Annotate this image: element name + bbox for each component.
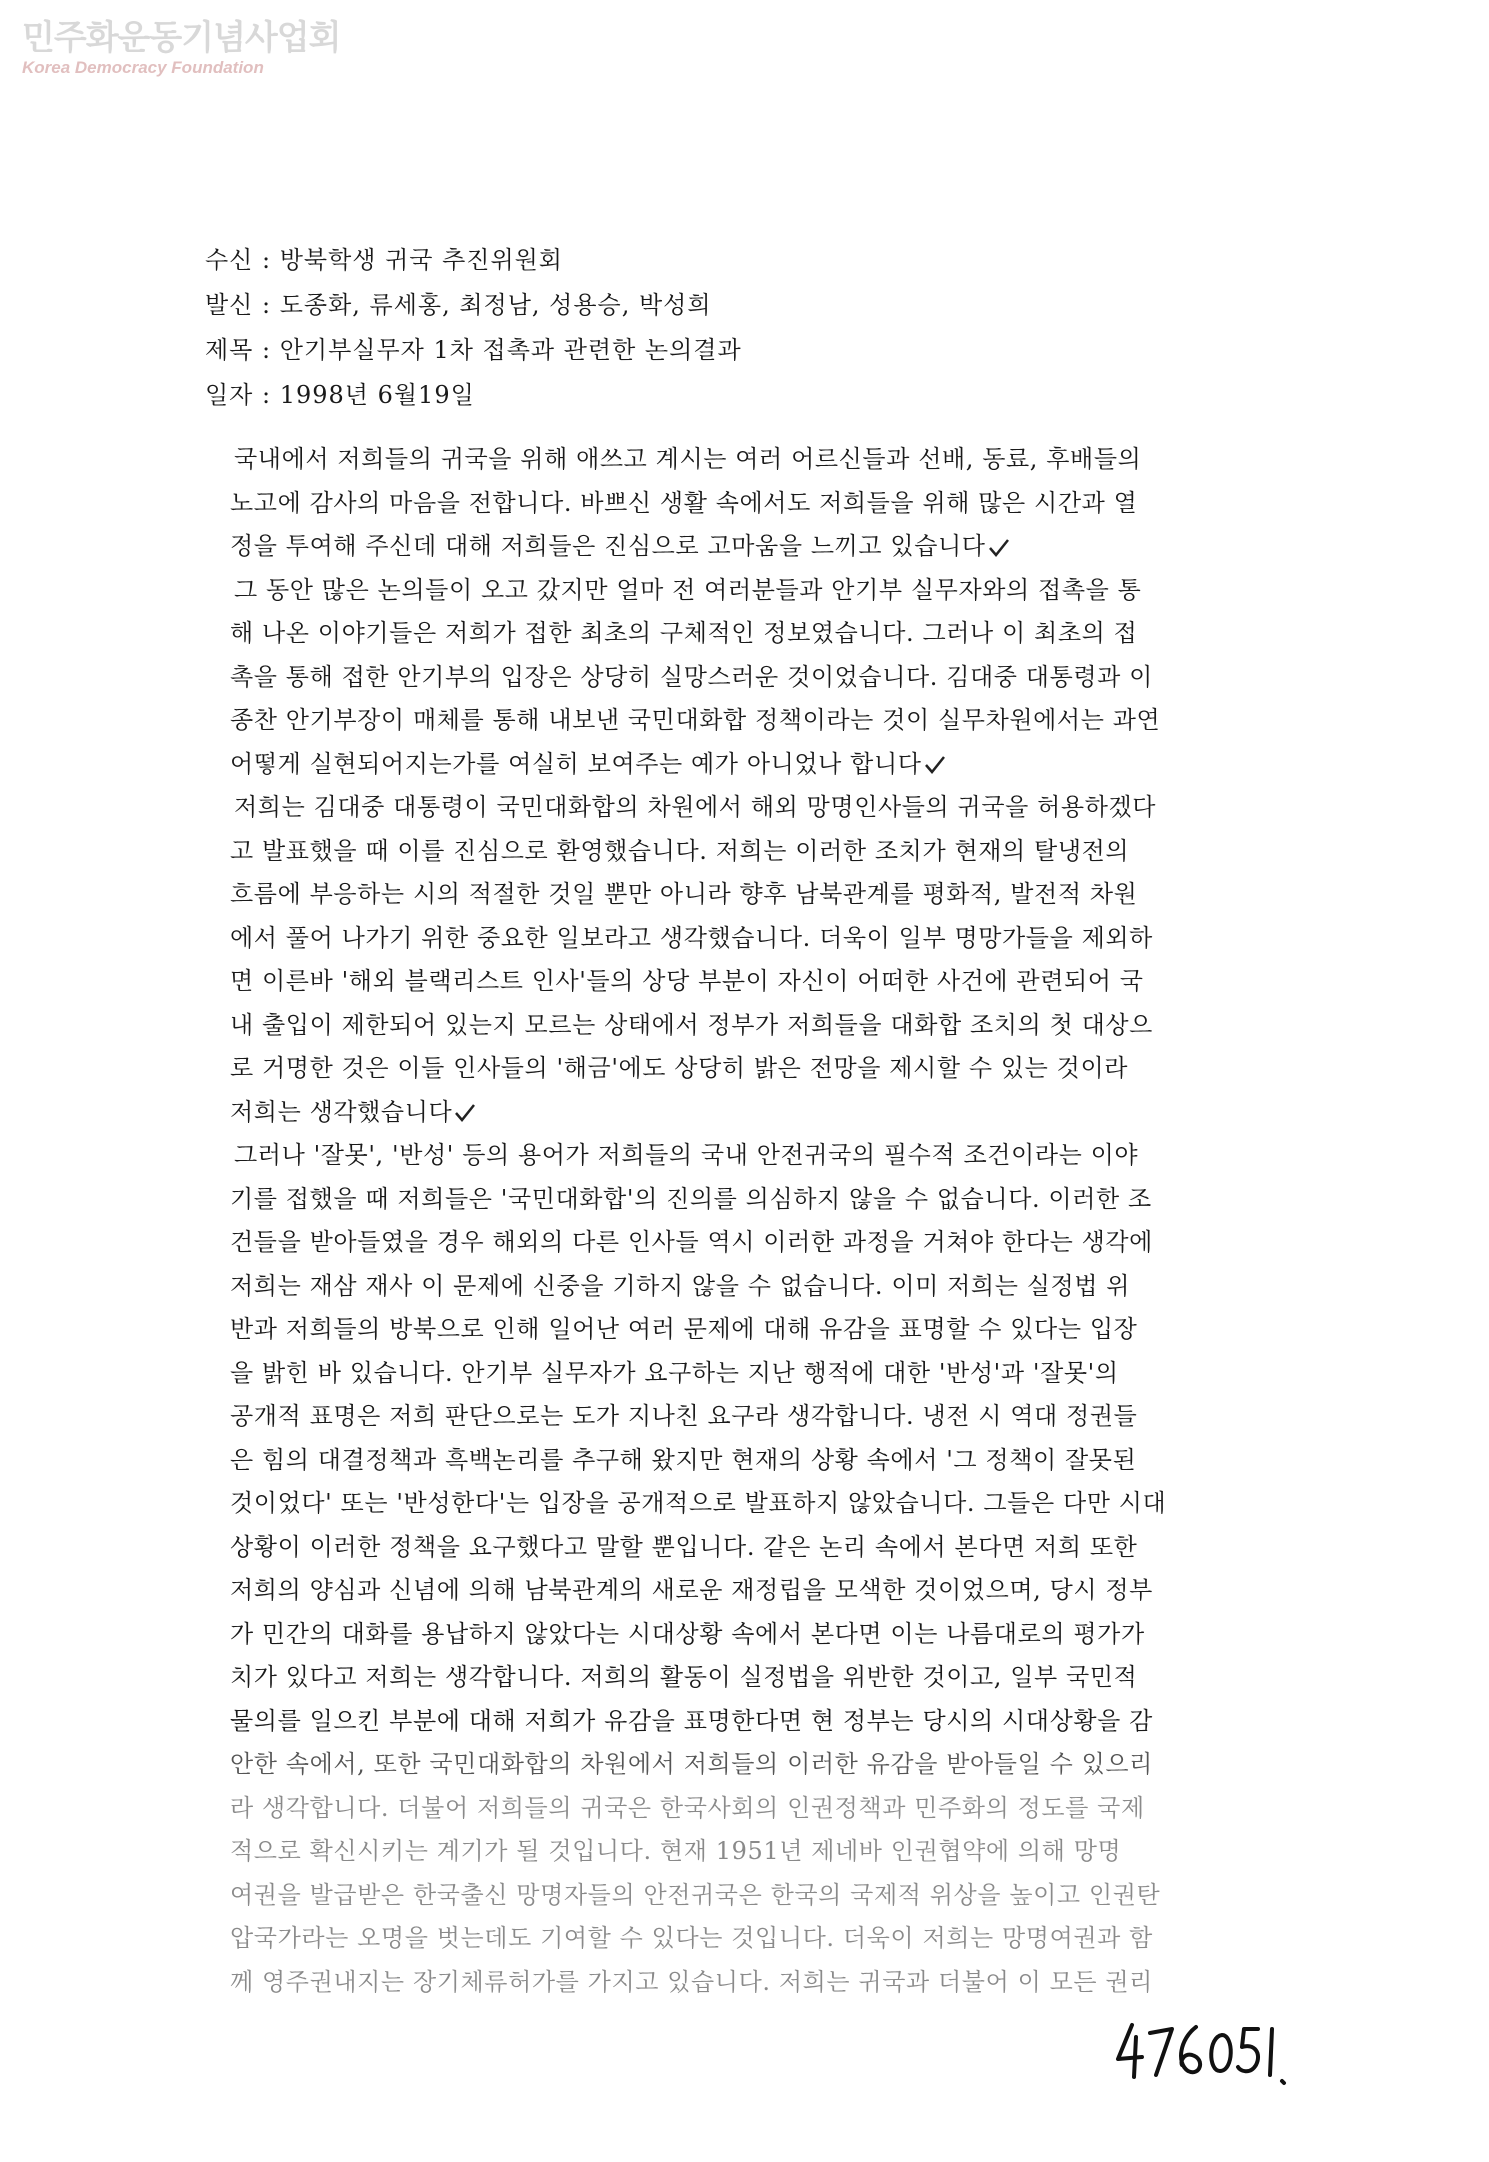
header-subject: 제목 : 안기부실무자 1차 접촉과 관련한 논의결과 [205,336,742,364]
body-line: 그러나 '잘못', '반성' 등의 용어가 저희들의 국내 안전귀국의 필수적 조건이라는 이야 [234,1141,1139,1169]
body-line: 면 이른바 '해외 블랙리스트 인사'들의 상당 부분이 자신이 어떠한 사건에 관련되어 국 [230,967,1144,995]
body-line: 저희의 양심과 신념에 의해 남북관계의 새로운 재정립을 모색한 것이었으며, 당시 정부 [230,1576,1153,1604]
checkmark-icon [988,538,1010,558]
body-line: 고 발표했을 때 이를 진심으로 환영했습니다. 저희는 이러한 조치가 현재의 탈냉전의 [230,836,1130,865]
watermark-korean: 민주화운동기념사업회 [22,18,341,58]
checkmark-icon [454,1103,476,1123]
body-line: 로 거명한 것은 이들 인사들의 '해금'에도 상당히 밝은 전망을 제시할 수 있는 것이라 [230,1054,1129,1082]
body-line: 흐름에 부응하는 시의 적절한 것일 뿐만 아니라 향후 남북관계를 평화적, 발전적 차원 [230,880,1138,908]
watermark-english: Korea Democracy Foundation [22,58,264,77]
body-line: 은 힘의 대결정책과 흑백논리를 추구해 왔지만 현재의 상황 속에서 '그 정책이 잘못된 [230,1445,1137,1474]
body-line: 내 출입이 제한되어 있는지 모르는 상태에서 정부가 저희들을 대화합 조치의 첫 대상으 [230,1010,1153,1039]
body-line: 여권을 발급받은 한국출신 망명자들의 안전귀국은 한국의 국제적 위상을 높이고 인권탄 [230,1880,1161,1909]
header-recipient: 수신 : 방북학생 귀국 추진위원회 [205,246,563,274]
body-line: 어떻게 실현되어지는가를 여실히 보여주는 예가 아니었나 합니다 [230,743,1262,787]
header-date: 일자 : 1998년 6월19일 [205,381,475,409]
body-line: 기를 접했을 때 저희들은 '국민대화합'의 진의를 의심하지 않을 수 없습니다. 이러한 조 [230,1184,1152,1213]
body-line: 저희는 김대중 대통령이 국민대화합의 차원에서 해외 망명인사들의 귀국을 허용하겠다 [234,793,1157,821]
body-line: 저희는 재삼 재사 이 문제에 신중을 기하지 않을 수 없습니다. 이미 저희는 실정법 위 [230,1271,1131,1300]
header-sender: 발신 : 도종화, 류세홍, 최정남, 성용승, 박성희 [205,291,712,319]
body-line: 촉을 통해 접한 안기부의 입장은 상당히 실망스러운 것이었습니다. 김대중 대통령과 이 [230,662,1153,691]
body-line: 노고에 감사의 마음을 전합니다. 바쁘신 생활 속에서도 저희들을 위해 많은 시간과 열 [230,488,1138,517]
body-line: 물의를 일으킨 부분에 대해 저희가 유감을 표명한다면 현 정부는 당시의 시대상황을 감 [230,1706,1153,1735]
letter-body [230,438,1262,2004]
handwritten-document-number [1110,2015,1290,2095]
body-line: 을 밝힌 바 있습니다. 안기부 실무자가 요구하는 지난 행적에 대한 '반성'과 '잘못'의 [230,1358,1119,1387]
body-line: 종찬 안기부장이 매체를 통해 내보낸 국민대화합 정책이라는 것이 실무차원에서는 과연 [230,706,1161,734]
watermark-logo [22,18,340,78]
body-line: 께 영주권내지는 장기체류허가를 가지고 있습니다. 저희는 귀국과 더불어 이 모든 권리 [230,1967,1153,1996]
body-line: 안한 속에서, 또한 국민대화합의 차원에서 저희들의 이러한 유감을 받아들일 수 있으리 [230,1750,1153,1778]
body-line: 국내에서 저희들의 귀국을 위해 애쓰고 계시는 여러 어르신들과 선배, 동료, 후배들의 [234,445,1142,473]
body-line: 건들을 받아들였을 경우 해외의 다른 인사들 역시 이러한 과정을 거쳐야 한다는 생각에 [230,1228,1153,1256]
body-line: 에서 풀어 나가기 위한 중요한 일보라고 생각했습니다. 더욱이 일부 명망가들을 제외하 [230,923,1153,952]
memo-header [205,238,742,418]
body-line: 치가 있다고 저희는 생각합니다. 저희의 활동이 실정법을 위반한 것이고, 일부 국민적 [230,1663,1138,1691]
body-line: 저희는 생각했습니다 [230,1091,1262,1135]
body-line: 공개적 표명은 저희 판단으로는 도가 지나친 요구라 생각합니다. 냉전 시 역대 정권들 [230,1402,1138,1430]
body-line: 그 동안 많은 논의들이 오고 갔지만 얼마 전 여러분들과 안기부 실무자와의 접촉을 통 [234,575,1142,604]
body-line: 가 민간의 대화를 용납하지 않았다는 시대상황 속에서 본다면 이는 나름대로의 평가가 [230,1619,1145,1648]
body-line: 라 생각합니다. 더불어 저희들의 귀국은 한국사회의 인권정책과 민주화의 정도를 국제 [230,1793,1145,1822]
body-line: 압국가라는 오명을 벗는데도 기여할 수 있다는 것입니다. 더욱이 저희는 망명여권과 함 [230,1924,1153,1952]
body-line: 해 나온 이야기들은 저희가 접한 최초의 구체적인 정보였습니다. 그러나 이 최초의 접 [230,619,1138,647]
body-line: 정을 투여해 주신데 대해 저희들은 진심으로 고마움을 느끼고 있습니다 [230,525,1262,569]
body-line: 상황이 이러한 정책을 요구했다고 말할 뿐입니다. 같은 논리 속에서 본다면 저희 또한 [230,1532,1138,1561]
body-line: 반과 저희들의 방북으로 인해 일어난 여러 문제에 대해 유감을 표명할 수 있다는 입장 [230,1315,1138,1343]
body-line: 것이었다' 또는 '반성한다'는 입장을 공개적으로 발표하지 않았습니다. 그들은 다만 시대 [230,1489,1167,1517]
body-line: 적으로 확신시키는 계기가 될 것입니다. 현재 1951년 제네바 인권협약에 의해 망명 [230,1837,1122,1865]
checkmark-icon [924,755,946,775]
